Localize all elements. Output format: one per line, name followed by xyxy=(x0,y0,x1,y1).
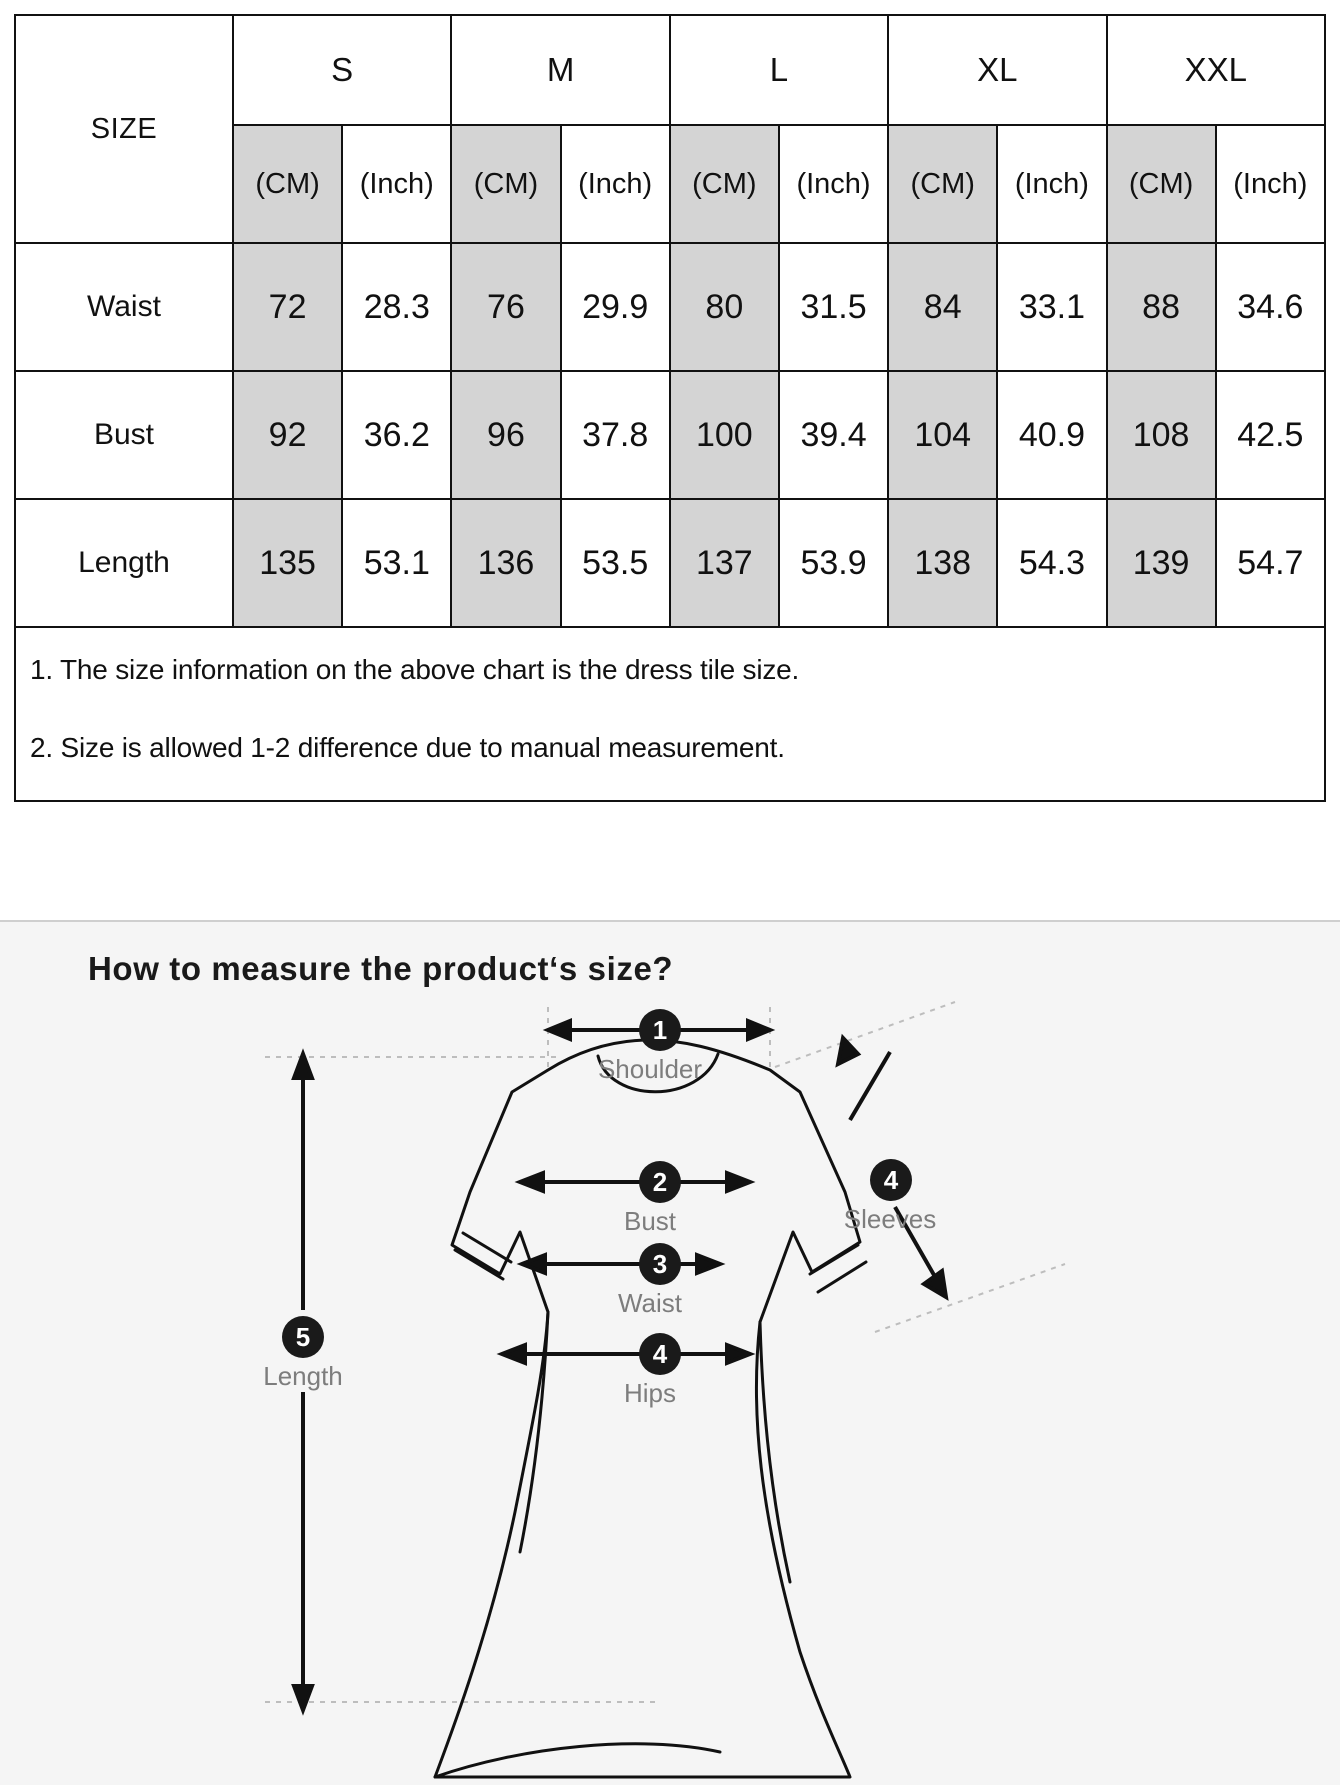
marker-label-length: Length xyxy=(263,1361,343,1391)
cell-bust-l-inch: 39.4 xyxy=(779,371,888,499)
marker-label-sleeves: Sleeves xyxy=(843,1204,937,1234)
cell-waist-m-cm: 76 xyxy=(451,243,560,371)
marker-label-shoulder: Shoulder xyxy=(597,1054,703,1084)
dress-diagram xyxy=(0,992,1340,1782)
unit-inch-xxl: (Inch) xyxy=(1216,125,1325,243)
cell-length-m-inch: 53.5 xyxy=(561,499,670,627)
measure-guide-title: How to measure the product‘s size? xyxy=(88,950,674,987)
unit-cm-m: (CM) xyxy=(451,125,560,243)
notes-block xyxy=(14,628,1326,802)
row-label-bust: Bust xyxy=(15,371,233,499)
table-row xyxy=(15,371,1325,499)
cell-waist-xl-inch: 33.1 xyxy=(997,243,1106,371)
marker-badge-waist: 3 xyxy=(639,1243,681,1285)
size-table-container xyxy=(0,0,1340,628)
cell-waist-xl-cm: 84 xyxy=(888,243,997,371)
marker-badge-length: 5 xyxy=(282,1316,324,1358)
cell-bust-xxl-inch: 42.5 xyxy=(1216,371,1325,499)
measure-guide-section xyxy=(0,920,1340,1785)
cell-bust-xxl-cm: 108 xyxy=(1107,371,1216,499)
marker-label-hips: Hips xyxy=(623,1378,676,1408)
cell-waist-s-cm: 72 xyxy=(233,243,342,371)
cell-length-l-inch: 53.9 xyxy=(779,499,888,627)
size-col-s: S xyxy=(233,15,451,125)
note-2: 2. Size is allowed 1-2 difference due to manual measurement. xyxy=(30,732,785,763)
row-label-waist: Waist xyxy=(15,243,233,371)
cell-length-xxl-cm: 139 xyxy=(1107,499,1216,627)
size-col-xxl: XXL xyxy=(1107,15,1326,125)
cell-bust-l-cm: 100 xyxy=(670,371,779,499)
cell-waist-m-inch: 29.9 xyxy=(561,243,670,371)
cell-length-m-cm: 136 xyxy=(451,499,560,627)
marker-badge-sleeves: 4 xyxy=(870,1159,912,1201)
marker-badge-shoulder: 1 xyxy=(639,1009,681,1051)
cell-length-l-cm: 137 xyxy=(670,499,779,627)
size-table xyxy=(14,14,1326,628)
size-col-xl: XL xyxy=(888,15,1106,125)
cell-waist-xxl-inch: 34.6 xyxy=(1216,243,1325,371)
unit-inch-s: (Inch) xyxy=(342,125,451,243)
cell-length-xxl-inch: 54.7 xyxy=(1216,499,1325,627)
table-row-sizes xyxy=(15,15,1325,125)
unit-cm-xxl: (CM) xyxy=(1107,125,1216,243)
unit-inch-xl: (Inch) xyxy=(997,125,1106,243)
cell-length-xl-inch: 54.3 xyxy=(997,499,1106,627)
size-header-cell: SIZE xyxy=(15,15,233,243)
cell-waist-l-cm: 80 xyxy=(670,243,779,371)
cell-length-xl-cm: 138 xyxy=(888,499,997,627)
marker-badge-bust: 2 xyxy=(639,1161,681,1203)
unit-inch-m: (Inch) xyxy=(561,125,670,243)
cell-length-s-cm: 135 xyxy=(233,499,342,627)
unit-cm-l: (CM) xyxy=(670,125,779,243)
cell-bust-xl-cm: 104 xyxy=(888,371,997,499)
cell-bust-m-inch: 37.8 xyxy=(561,371,670,499)
cell-bust-s-inch: 36.2 xyxy=(342,371,451,499)
cell-bust-s-cm: 92 xyxy=(233,371,342,499)
marker-badge-hips: 4 xyxy=(639,1333,681,1375)
size-col-m: M xyxy=(451,15,669,125)
cell-waist-s-inch: 28.3 xyxy=(342,243,451,371)
cell-bust-m-cm: 96 xyxy=(451,371,560,499)
cell-bust-xl-inch: 40.9 xyxy=(997,371,1106,499)
cell-length-s-inch: 53.1 xyxy=(342,499,451,627)
cell-waist-xxl-cm: 88 xyxy=(1107,243,1216,371)
unit-cm-xl: (CM) xyxy=(888,125,997,243)
marker-label-waist: Waist xyxy=(617,1288,683,1318)
row-label-length: Length xyxy=(15,499,233,627)
size-col-l: L xyxy=(670,15,888,125)
unit-inch-l: (Inch) xyxy=(779,125,888,243)
cell-waist-l-inch: 31.5 xyxy=(779,243,888,371)
marker-label-bust: Bust xyxy=(623,1206,677,1236)
table-row xyxy=(15,499,1325,627)
unit-cm-s: (CM) xyxy=(233,125,342,243)
note-1: 1. The size information on the above chart is the dress tile size. xyxy=(30,654,800,685)
table-row xyxy=(15,243,1325,371)
